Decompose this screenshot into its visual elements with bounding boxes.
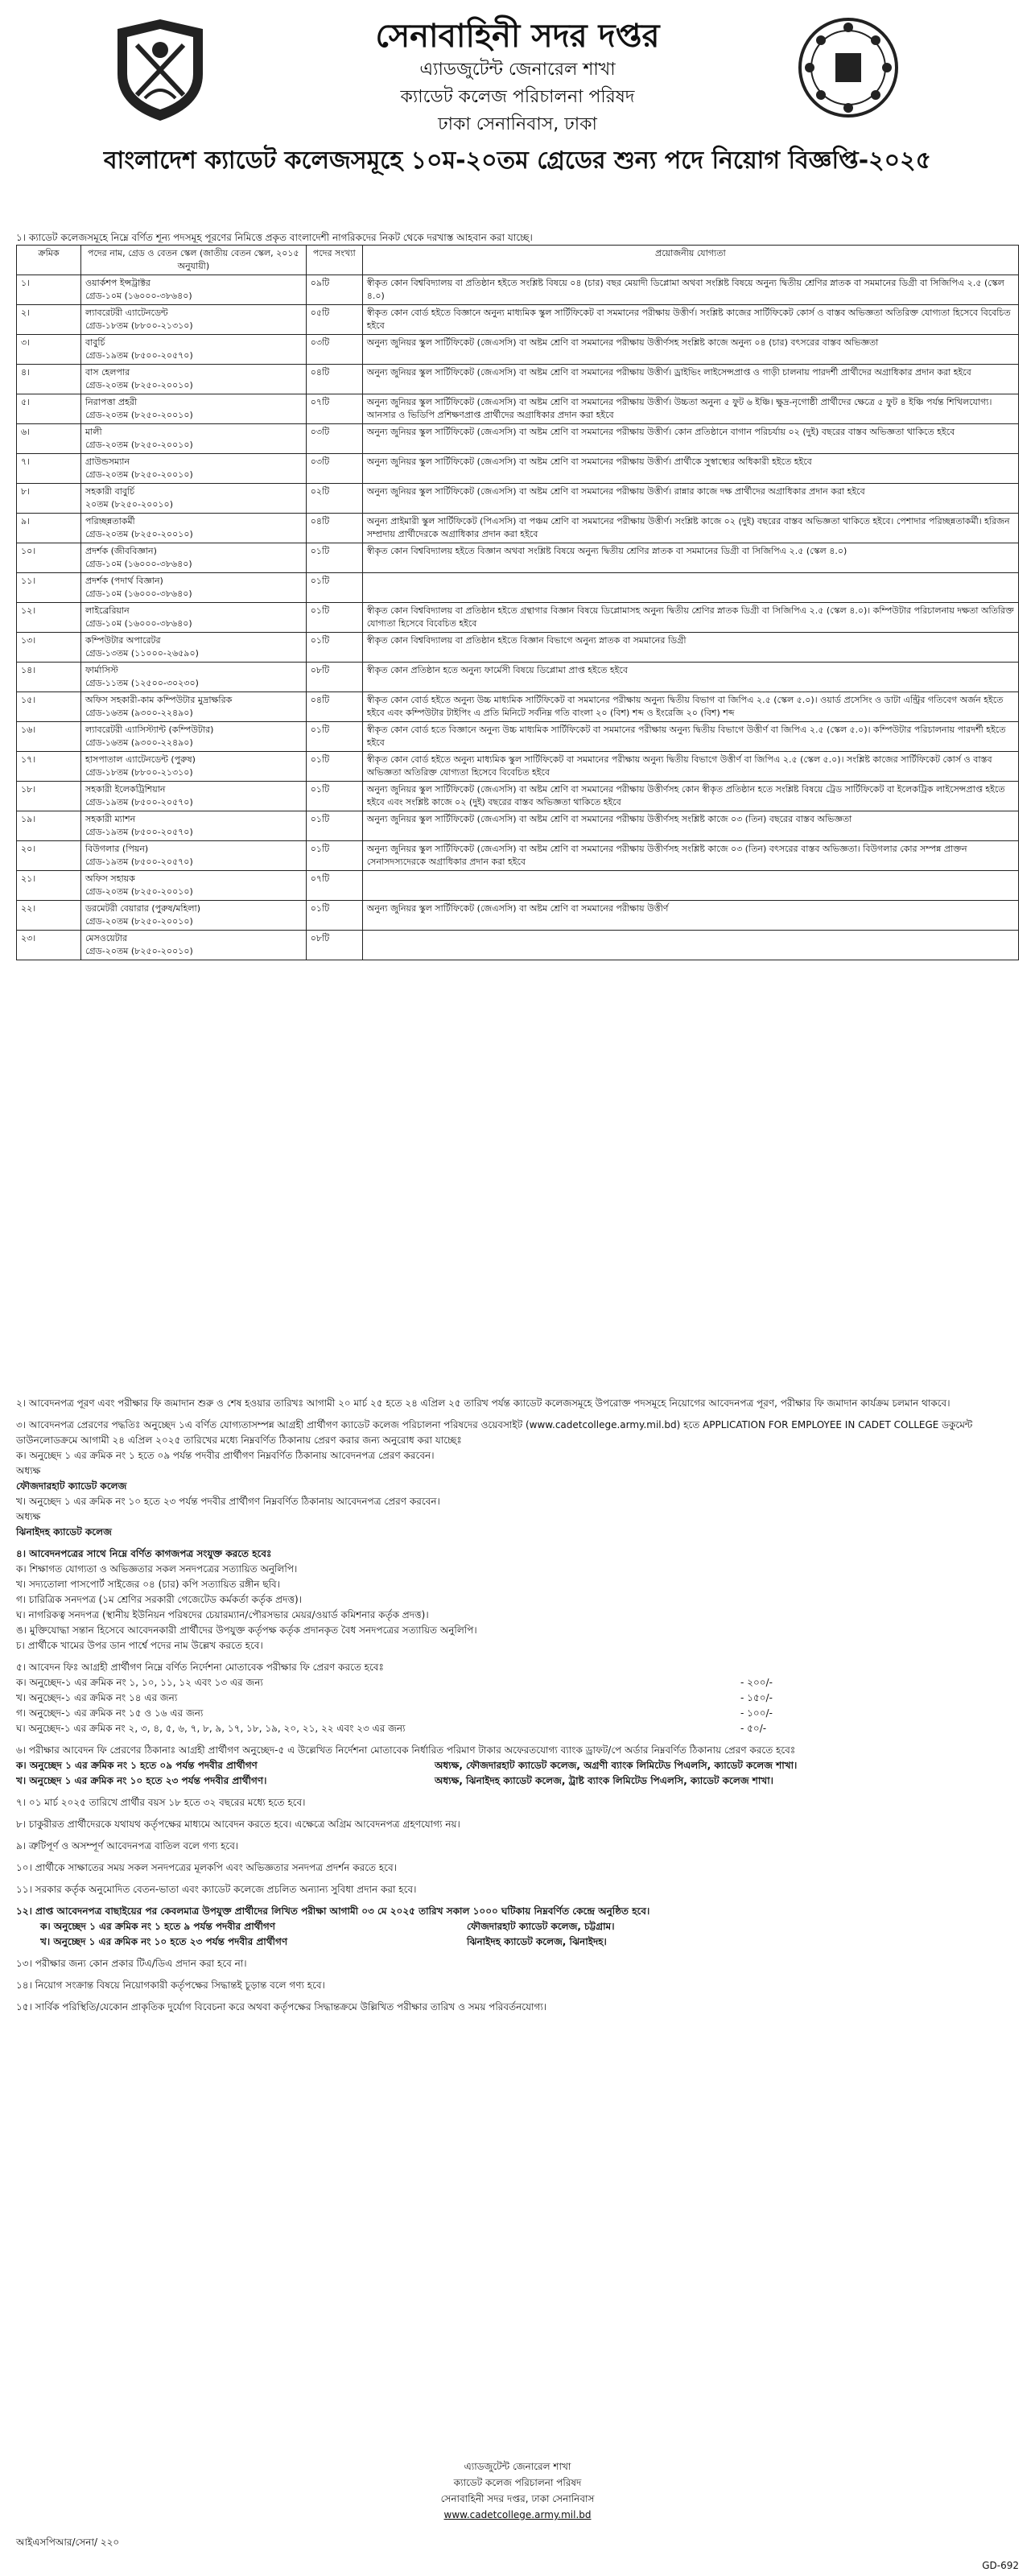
- row-qualification: অনুন্য জুনিয়র স্কুল সার্টিফিকেট (জেএসসি) বা অষ্টম শ্রেণি বা সমমানের পরীক্ষায় উত্তীর্ণসহ সংশ্লিষ্ট কাজে অনুন্য ০৪ (চার) বৎসরের বাস্তব অভিজ্ঞতা: [362, 335, 1018, 365]
- post-name: বাবুর্চি: [85, 337, 105, 348]
- post-name: সহকারী বাবুর্চি: [85, 486, 135, 497]
- row-qualification: অনুন্য জুনিয়র স্কুল সার্টিফিকেট (জেএসসি) বা অষ্টম শ্রেণি বা সমমানের পরীক্ষায় উত্তীর্ণ। প্রার্থীকে সুস্বাস্থ্যের অধিকারী হইতে হইবে: [362, 454, 1018, 484]
- signature-line2: ক্যাডেট কলেজ পরিচালনা পরিষদ: [453, 2477, 582, 2488]
- row-post: [80, 365, 306, 394]
- post-grade: গ্রেড-১৮তম (৮৮০০-২১৩১০): [85, 767, 193, 778]
- row-count: ০১টি: [306, 543, 362, 573]
- row-serial: ৮।: [17, 484, 81, 514]
- fee-label: খ। অনুচ্ছেদ-১ এর ক্রমিক নং ১৪ এর জন্য: [16, 1692, 178, 1703]
- post-name: ফার্মাসিস্ট: [85, 665, 118, 675]
- table-row: [17, 394, 1019, 424]
- post-name: প্রদর্শক (জীববিজ্ঞান): [85, 546, 157, 556]
- row-post: [80, 633, 306, 663]
- table-row: [17, 424, 1019, 454]
- row-post: [80, 603, 306, 633]
- row-serial: ১৯।: [17, 811, 81, 841]
- fee-row: [16, 1706, 1019, 1721]
- row-serial: ২।: [17, 305, 81, 335]
- row-count: ০৭টি: [306, 871, 362, 901]
- location: ঢাকা সেনানিবাস, ঢাকা: [438, 114, 597, 134]
- row-post: [80, 663, 306, 692]
- section-3a-to: অধ্যক্ষ: [16, 1465, 41, 1476]
- fee-address-label: খ। অনুচ্ছেদ ১ এর ক্রমিক নং ১০ হতে ২৩ পর্যন্ত পদবীর প্রার্থীগণ।: [16, 1775, 267, 1786]
- row-qualification: স্বীকৃত কোন বিশ্ববিদ্যালয় বা প্রতিষ্ঠান হইতে গ্রন্থাগার বিজ্ঞান বিষয়ে ডিপ্লোমাসহ অনুন্য দ্বিতীয় শ্রেণির স্নাতক ডিগ্রী বা সিজিপিএ ২.৫ (স্কেল ৪.০)। কম্পিউটার পরিচালনায় দক্ষতা অতিরিক্ত যোগ্যতা হিসেবে বিবেচিত হইবে: [362, 603, 1018, 633]
- post-grade: গ্রেড-১৯তম (৮৫০০-২০৫৭০): [85, 350, 193, 361]
- row-qualification: অনুন্য জুনিয়র স্কুল সার্টিফিকেট (জেএসসি) বা অষ্টম শ্রেণি বা সমমানের পরীক্ষায় উত্তীর্ণ। উচ্চতা অনুন্য ৫ ফুট ৬ ইঞ্চি। ক্ষুদ্র-নৃগোষ্ঠী প্রার্থীদের ক্ষেত্রে ৫ ফুট ৪ ইঞ্চি পর্যন্ত শিথিলযোগ্য। আনসার ও ভিডিপি প্রশিক্ষণপ্রাপ্ত প্রার্থীদের অগ্রাধিকার প্রদান করা হইবে: [362, 394, 1018, 424]
- list-item: চ। প্রার্থীকে খামের উপর ডান পার্শ্বে পদের নাম উল্লেখ করতে হবে।: [16, 1640, 263, 1651]
- table-row: [17, 365, 1019, 394]
- fee-address-row: [16, 1773, 1019, 1789]
- row-serial: ৯।: [17, 514, 81, 543]
- table-row: [17, 722, 1019, 752]
- table-row: [17, 871, 1019, 901]
- post-grade: গ্রেড-১৩তম (১১০০০-২৬৫৯০): [85, 648, 199, 658]
- row-qualification: স্বীকৃত কোন বোর্ড হইতে অনুন্য মাধ্যমিক স্কুল সার্টিফিকেট বা সমমানের পরীক্ষায় অনুন্য দ্বিতীয় বিভাগে উত্তীর্ণ বা জিপিএ ২.৫ (স্কেল ৫.০)। সংশ্লিষ্ট কাজের সার্টিফিকেট কোর্স ও বাস্তব অভিজ্ঞতা অতিরিক্ত যোগ্যতা হিসেবে বিবেচিত হইবে: [362, 752, 1018, 782]
- row-qualification: স্বীকৃত কোন বিশ্ববিদ্যালয় বা প্রতিষ্ঠান হইতে বিজ্ঞান বিভাগে অনুন্য স্নাতক বা সমমানের ডিগ্রী: [362, 633, 1018, 663]
- post-name: ল্যাবরেটরী এ্যাসিস্ট্যান্ট (কম্পিউটার): [85, 724, 214, 735]
- row-count: ০৫টি: [306, 305, 362, 335]
- section-3b-to: অধ্যক্ষ: [16, 1511, 41, 1522]
- section-8: ৮। চাকুরীরত প্রার্থীদেরকে যথাযথ কর্তৃপক্ষের মাধ্যমে আবেদন করতে হবে। এক্ষেত্রে অগ্রিম আবেদনপত্র গ্রহণযোগ্য নয়।: [16, 1818, 460, 1830]
- row-qualification: [362, 871, 1018, 901]
- list-item: খ। সদ্যতোলা পাসপোর্ট সাইজের ০৪ (চার) কপি সত্যায়িত রঙ্গীন ছবি।: [16, 1579, 280, 1590]
- table-row: [17, 782, 1019, 811]
- row-qualification: অনুন্য জুনিয়র স্কুল সার্টিফিকেট (জেএসসি) বা অষ্টম শ্রেণি বা সমমানের পরীক্ষায় উত্তীর্ণ। ড্রাইভিং লাইসেন্সপ্রাপ্ত ও গাড়ী চালনায় পারদর্শী প্রার্থীদের অগ্রাধিকার প্রদান করা হইবে: [362, 365, 1018, 394]
- fee-label: গ। অনুচ্ছেদ-১ এর ক্রমিক নং ১৫ ও ১৬ এর জন্য: [16, 1707, 204, 1719]
- fee-address-to: অধ্যক্ষ, ঝিনাইদহ ক্যাডেট কলেজ, ট্রাষ্ট ব্যাংক লিমিটেড পিএলসি, ক্যাডেট কলেজ শাখা।: [435, 1775, 773, 1786]
- section-3b-college: ঝিনাইদহ ক্যাডেট কলেজ: [16, 1526, 112, 1538]
- post-grade: গ্রেড-১৬তম (৯৩০০-২২৪৯০): [85, 708, 193, 718]
- table-row: [17, 811, 1019, 841]
- section-3a-college: ফৌজদারহাট ক্যাডেট কলেজ: [16, 1480, 127, 1492]
- row-serial: ১৩।: [17, 633, 81, 663]
- row-serial: ১৭।: [17, 752, 81, 782]
- post-name: ডরমেটরী বেয়ারার (পুরুষ/মহিলা): [85, 903, 201, 914]
- row-qualification: অনুন্য জুনিয়র স্কুল সার্টিফিকেট (জেএসসি) বা অষ্টম শ্রেণি বা সমমানের পরীক্ষায় উত্তীর্ণ: [362, 901, 1018, 931]
- post-name: পরিচ্ছন্নতাকর্মী: [85, 516, 135, 526]
- exam-center-to: ফৌজদারহাট ক্যাডেট কলেজ, চট্টগ্রাম।: [467, 1921, 615, 1932]
- row-qualification: [362, 931, 1018, 960]
- row-serial: ২০।: [17, 841, 81, 871]
- document-header: [0, 16, 1035, 180]
- row-count: ০১টি: [306, 901, 362, 931]
- intro-paragraph: ১। ক্যাডেট কলেজসমূহে নিম্নে বর্ণিত শূন্য পদসমূহ পূরণের নিমিত্তে প্রকৃত বাংলাদেশী নাগরিকদের নিকট থেকে দরখাস্ত আহবান করা যাচ্ছে।: [16, 232, 533, 243]
- post-name: প্রদর্শক (পদার্থ বিজ্ঞান): [85, 576, 163, 586]
- row-post: [80, 394, 306, 424]
- fee-amount: - ১৫০/-: [740, 1692, 773, 1703]
- fee-address-row: [16, 1758, 1019, 1773]
- row-post: [80, 752, 306, 782]
- table-row: [17, 603, 1019, 633]
- row-qualification: অনুন্য প্রাইমারী স্কুল সার্টিফিকেট (পিএসসি) বা পঞ্চম শ্রেণি বা সমমানের পরীক্ষায় উত্তীর্ণ। সংশ্লিষ্ট কাজে ০২ (দুই) বছরের বাস্তব অভিজ্ঞতা থাকিতে হইবে। পেশাদার পরিচ্ছন্নতাকর্মী। হরিজন সম্প্রদায় প্রার্থীদেরকে অগ্রাধিকার প্রদান করা হইবে: [362, 514, 1018, 543]
- post-name: নিরাপত্তা প্রহরী: [85, 397, 138, 407]
- section-2: ২। আবেদনপত্র পূরণ এবং পরীক্ষার ফি জমাদান শুরু ও শেষ হওয়ার তারিখঃ আগামী ২০ মার্চ ২৫ হতে ২৪ এপ্রিল ২৫ তারিখ পর্যন্ত ক্যাডেট কলেজসমূহে উপরোক্ত পদসমূহে নিয়োগের আবেদনপত্র পূরণ, পরীক্ষার ফি জমাদান কার্যক্রম চলমান থাকবে।: [16, 1397, 950, 1409]
- row-qualification: স্বীকৃত কোন বিশ্ববিদ্যালয় বা প্রতিষ্ঠান হইতে সংশ্লিষ্ট বিষয়ে ০৪ (চার) বছর মেয়াদী ডিপ্লোমা অথবা সংশ্লিষ্ট বিষয়ে অনুন্য দ্বিতীয় শ্রেণির স্নাতক বা সমমানের ডিগ্রী বা সিজিপিএ ২.৫ (স্কেল ৪.০): [362, 275, 1018, 305]
- row-post: [80, 931, 306, 960]
- table-row: [17, 305, 1019, 335]
- row-count: ০৮টি: [306, 663, 362, 692]
- fee-row: [16, 1690, 1019, 1706]
- branch-name: এ্যাডজুটেন্ট জেনারেল শাখা: [419, 60, 616, 80]
- fee-label: ঘ। অনুচ্ছেদ-১ এর ক্রমিক নং ২, ৩, ৪, ৫, ৬, ৭, ৮, ৯, ১৭, ১৮, ১৯, ২০, ২১, ২২ এবং ২৩ এর জন্য: [16, 1723, 406, 1734]
- post-name: বিউগলার (পিয়ন): [85, 844, 149, 854]
- section-11: ১১। সরকার কর্তৃক অনুমোদিত বেতন-ভাতা এবং ক্যাডেট কলেজে প্রচলিত অন্যান্য সুবিধা প্রদান করা হবে।: [16, 1884, 417, 1895]
- row-qualification: অনুন্য জুনিয়র স্কুল সার্টিফিকেট (জেএসসি) বা অষ্টম শ্রেণি বা সমমানের পরীক্ষায় উত্তীর্ণসহ সংশ্লিষ্ট কাজে ০৩ (তিন) বছরের বাস্তব অভিজ্ঞতা: [362, 811, 1018, 841]
- post-grade: গ্রেড-২০তম (৮২৫০-২০০১০): [85, 916, 193, 927]
- section-3a: ক। অনুচ্ছেদ ১ এর ক্রমিক নং ১ হতে ০৯ পর্যন্ত পদবীর প্রার্থীগণ নিম্নবর্ণিত ঠিকানায় আবেদনপত্র প্রেরণ করবেন।: [16, 1450, 435, 1461]
- row-post: [80, 722, 306, 752]
- row-serial: ১৪।: [17, 663, 81, 692]
- row-serial: ২১।: [17, 871, 81, 901]
- post-name: ল্যাবরেটরী এ্যাটেনডেন্ট: [85, 308, 168, 318]
- section-10: ১০। প্রার্থীকে সাক্ষাতের সময় সকল সনদপত্রের মূলকপি এবং অভিজ্ঞতার সনদপত্র প্রদর্শন করতে হবে।: [16, 1862, 397, 1873]
- post-name: গ্রাউন্ডসম্যান: [85, 456, 130, 467]
- row-serial: ৪।: [17, 365, 81, 394]
- table-row: [17, 275, 1019, 305]
- row-post: [80, 514, 306, 543]
- post-grade: গ্রেড-১৮তম (৮৮০০-২১৩১০): [85, 320, 193, 331]
- row-qualification: অনুন্য জুনিয়র স্কুল সার্টিফিকেট (জেএসসি) বা অষ্টম শ্রেণি বা সমমানের পরীক্ষায় উত্তীর্ণ। কোন প্রতিষ্ঠানে বাগান পরিচর্যায় ০২ (দুই) বছরের বাস্তব অভিজ্ঞতা থাকিতে হইবে: [362, 424, 1018, 454]
- row-count: ০১টি: [306, 782, 362, 811]
- row-post: [80, 305, 306, 335]
- post-grade: গ্রেড-১৬তম (৯৩০০-২২৪৯০): [85, 737, 193, 748]
- row-count: ০১টি: [306, 633, 362, 663]
- row-count: ০৩টি: [306, 424, 362, 454]
- section-4: ৪। আবেদনপত্রের সাথে নিম্নে বর্ণিত কাগজপত্র সংযুক্ত করতে হবেঃ: [16, 1548, 272, 1559]
- section-14: ১৪। নিয়োগ সংক্রান্ত বিষয়ে নিয়োগকারী কর্তৃপক্ষের সিদ্ধান্তই চূড়ান্ত বলে গণ্য হবে।: [16, 1979, 325, 1991]
- row-count: ০৪টি: [306, 514, 362, 543]
- section-15: ১৫। সার্বিক পরিস্থিতি/যেকোন প্রাকৃতিক দুর্যোগ বিবেচনা করে অথবা কর্তৃপক্ষের সিদ্ধান্তক্রমে উল্লিখিত পরীক্ষার তারিখ ও সময় পরিবর্তনযোগ্য।: [16, 2001, 547, 2013]
- signature-line1: এ্যাডজুটেন্ট জেনারেল শাখা: [464, 2461, 571, 2472]
- row-count: ০৭টি: [306, 394, 362, 424]
- post-name: বাস হেলপার: [85, 367, 130, 378]
- row-count: ০১টি: [306, 811, 362, 841]
- row-count: ০১টি: [306, 752, 362, 782]
- exam-center-label: ক। অনুচ্ছেদ ১ এর ক্রমিক নং ১ হতে ৯ পর্যন্ত পদবীর প্রার্থীগণ: [40, 1921, 276, 1932]
- post-grade: গ্রেড-১০ম (১৬০০০-৩৮৬৪০): [85, 291, 192, 301]
- table-row: [17, 543, 1019, 573]
- section-9: ৯। ত্রুটিপূর্ণ ও অসম্পূর্ণ আবেদনপত্র বাতিল বলে গণ্য হবে।: [16, 1840, 239, 1852]
- fee-amount: - ১০০/-: [740, 1707, 773, 1719]
- table-row: [17, 752, 1019, 782]
- list-item: ক। শিক্ষাগত যোগ্যতা ও অভিজ্ঞতার সকল সনদপত্রের সত্যায়িত অনুলিপি।: [16, 1563, 298, 1575]
- gd-number: GD-692: [982, 2560, 1019, 2571]
- section-12: ১২। প্রাপ্ত আবেদনপত্র বাছাইয়ের পর কেবলমাত্র উপযুক্ত প্রার্থীদের লিখিত পরীক্ষা আগামী ০৩ মে ২০২৫ তারিখ সকাল ১০০০ ঘটিকায় নিম্নবর্ণিত কেন্দ্রে অনুষ্ঠিত হবে।: [16, 1905, 650, 1917]
- row-count: ০১টি: [306, 573, 362, 603]
- row-serial: ১১।: [17, 573, 81, 603]
- notice-title: বাংলাদেশ ক্যাডেট কলেজসমূহে ১০ম-২০তম গ্রেডের শুন্য পদে নিয়োগ বিজ্ঞপ্তি-২০২৫: [103, 147, 932, 175]
- row-post: [80, 871, 306, 901]
- website-link[interactable]: www.cadetcollege.army.mil.bd: [443, 2509, 592, 2520]
- post-name: অফিস সহকারী-কাম কম্পিউটার মুদ্রাক্ষরিক: [85, 695, 233, 705]
- row-count: ০৪টি: [306, 692, 362, 722]
- row-post: [80, 811, 306, 841]
- row-serial: ৩।: [17, 335, 81, 365]
- fee-label: ক। অনুচ্ছেদ-১ এর ক্রমিক নং ১, ১০, ১১, ১২ এবং ১৩ এর জন্য: [16, 1677, 263, 1688]
- row-qualification: [362, 573, 1018, 603]
- post-grade: গ্রেড-২০তম (৮২৫০-২০০১০): [85, 946, 193, 956]
- row-count: ০১টি: [306, 603, 362, 633]
- table-row: [17, 901, 1019, 931]
- row-count: ০১টি: [306, 722, 362, 752]
- post-grade: গ্রেড-১৯তম (৮৫০০-২০৫৭০): [85, 827, 193, 837]
- notice-sections: [16, 1396, 1019, 2015]
- post-name: লাইব্রেরিয়ান: [85, 605, 130, 616]
- post-grade: গ্রেড-২০তম (৮২৫০-২০০১০): [85, 440, 193, 450]
- row-post: [80, 573, 306, 603]
- table-row: [17, 633, 1019, 663]
- vacancy-table: [16, 245, 1019, 960]
- row-serial: ১২।: [17, 603, 81, 633]
- signature-line3: সেনাবাহিনী সদর দপ্তর, ঢাকা সেনানিবাস: [440, 2493, 595, 2504]
- row-post: [80, 543, 306, 573]
- row-qualification: অনুন্য জুনিয়র স্কুল সার্টিফিকেট (জেএসসি) বা অষ্টম শ্রেণি বা সমমানের পরীক্ষায় উত্তীর্ণসহ সংশ্লিষ্ট কাজে ০৩ (তিন) বৎসরের বাস্তব অভিজ্ঞতা। বিউগলার কোর সম্পন্ন প্রাক্তন সেনাসদস্যদেরকে অগ্রাধিকার প্রদান করা হইবে: [362, 841, 1018, 871]
- row-count: ০২টি: [306, 484, 362, 514]
- fee-address-label: ক। অনুচ্ছেদ ১ এর ক্রমিক নং ১ হতে ০৯ পর্যন্ত পদবীর প্রার্থীগণ: [16, 1760, 258, 1771]
- post-grade: ২০তম (৮২৫০-২০০১০): [85, 499, 173, 510]
- table-row: [17, 335, 1019, 365]
- post-grade: গ্রেড-১০ম (১৬০০০-৩৮৬৪০): [85, 618, 192, 629]
- signature-block: [0, 2458, 1035, 2523]
- table-row: [17, 841, 1019, 871]
- row-qualification: স্বীকৃত কোন প্রতিষ্ঠান হতে অনুন্য ফার্মেসী বিষয়ে ডিপ্লোমা প্রাপ্ত হইতে হইবে: [362, 663, 1018, 692]
- row-serial: ১০।: [17, 543, 81, 573]
- row-qualification: স্বীকৃত কোন বোর্ড হইতে অনুন্য উচ্চ মাধ্যমিক সার্টিফিকেট বা সমমানের পরীক্ষায় অনুন্য দ্বিতীয় বিভাগ বা জিপিএ ২.৫ (স্কেল ৫.০)। ওয়ার্ড প্রসেসিং ও ডাটা এন্ট্রির গতিবেগ অর্জন হইতে হইবে এবং কম্পিউটার টাইপিং এ প্রতি মিনিটে সর্বনিম্ন গতি বাংলা ২০ (বিশ) শব্দ ও ইংরেজি ২০ (বিশ) শব্দ: [362, 692, 1018, 722]
- list-item: ঘ। নাগরিকত্ব সনদপত্র (স্থানীয় ইউনিয়ন পরিষদের চেয়ারম্যান/পৌরসভার মেয়র/ওয়ার্ড কমিশনার কর্তৃক প্রদত্ত)।: [16, 1609, 429, 1620]
- row-qualification: স্বীকৃত কোন বোর্ড হইতে বিজ্ঞানে অনুন্য মাধ্যমিক স্কুল সার্টিফিকেট বা সমমানের পরীক্ষায় উত্তীর্ণ। সংশ্লিষ্ট কাজের সার্টিফিকেট কোর্স ও বাস্তব অভিজ্ঞতা অতিরিক্ত যোগ্যতা হিসেবে বিবেচিত হইবে: [362, 305, 1018, 335]
- exam-center-row: [16, 1934, 1019, 1950]
- post-grade: গ্রেড-২০তম (৮২৫০-২০০১০): [85, 886, 193, 897]
- fee-row: [16, 1675, 1019, 1690]
- exam-center-label: খ। অনুচ্ছেদ ১ এর ক্রমিক নং ১০ হতে ২৩ পর্যন্ত পদবীর প্রার্থীগণ: [40, 1936, 288, 1947]
- list-item: ঙ। মুক্তিযোদ্ধা সন্তান হিসেবে আবেদনকারী প্রার্থীদের উপযুক্ত কর্তৃপক্ষ কর্তৃক প্রদানকৃত বৈধ সনদপত্রের সত্যায়িত অনুলিপি।: [16, 1624, 477, 1636]
- board-name: ক্যাডেট কলেজ পরিচালনা পরিষদ: [400, 87, 635, 107]
- post-name: মেসওয়েটার: [85, 933, 128, 943]
- post-grade: গ্রেড-২০তম (৮২৫০-২০০১০): [85, 410, 193, 420]
- post-grade: গ্রেড-২০তম (৮২৫০-২০০১০): [85, 469, 193, 480]
- org-name: সেনাবাহিনী সদর দপ্তর: [375, 18, 660, 55]
- row-serial: ২২।: [17, 901, 81, 931]
- section-3b: খ। অনুচ্ছেদ ১ এর ক্রমিক নং ১০ হতে ২৩ পর্যন্ত পদবীর প্রার্থীগণ নিম্নবর্ণিত ঠিকানায় আবেদনপত্র প্রেরণ করবেন।: [16, 1496, 440, 1507]
- section-5: ৫। আবেদন ফিঃ আগ্রহী প্রার্থীগণ নিম্নে বর্ণিত নির্দেশনা মোতাবেক পরীক্ষার ফি প্রেরণ করতে হবেঃ: [16, 1662, 384, 1673]
- row-count: ০৮টি: [306, 931, 362, 960]
- table-row: [17, 573, 1019, 603]
- section-3: ৩। আবেদনপত্র প্রেরণের পদ্ধতিঃ অনুচ্ছেদ ১এ বর্ণিত যোগ্যতাসম্পন্ন আগ্রহী প্রার্থীগণ ক্যাডেট কলেজ পরিচালনা পরিষদের ওয়েবসাইট (www.cadetcollege.army.mil.bd) হতে APPLICATION FOR EMPLOYEE IN CADET COLLEGE ডকুমেন্ট ডাউনলোডক্রমে আগামী ২৪ এপ্রিল ২০২৫ তারিখের মধ্যে নিম্নবর্ণিত ঠিকানায় প্রেরণ করার জন্য অনুরোধ করা যাচ্ছেঃ: [16, 1419, 973, 1446]
- row-post: [80, 841, 306, 871]
- table-row: [17, 454, 1019, 484]
- row-post: [80, 454, 306, 484]
- row-serial: ১৮।: [17, 782, 81, 811]
- section-7: ৭। ০১ মার্চ ২০২৫ তারিখে প্রার্থীর বয়স ১৮ হতে ৩২ বছরের মধ্যে হতে হবে।: [16, 1797, 306, 1808]
- row-post: [80, 692, 306, 722]
- table-row: [17, 931, 1019, 960]
- col-header-qual: প্রয়োজনীয় যোগ্যতা: [362, 246, 1018, 275]
- row-post: [80, 424, 306, 454]
- row-qualification: অনুন্য জুনিয়র স্কুল সার্টিফিকেট (জেএসসি) বা অষ্টম শ্রেণি বা সমমানের পরীক্ষায় উত্তীর্ণ। রান্নার কাজে দক্ষ প্রার্থীদের অগ্রাধিকার প্রদান করা হইবে: [362, 484, 1018, 514]
- post-name: হাসপাতাল এ্যাটেনডেন্ট (পুরুষ): [85, 754, 196, 765]
- exam-center-row: [16, 1919, 1019, 1934]
- row-post: [80, 275, 306, 305]
- row-qualification: স্বীকৃত কোন বোর্ড হতে বিজ্ঞানে অনুন্য উচ্চ মাধ্যমিক সার্টিফিকেট বা সমমানের পরীক্ষায় অনুন্য দ্বিতীয় বিভাগে উত্তীর্ণ বা জিপিএ ২.৫ (স্কেল ৫.০)। কম্পিউটার পরিচালনায় পারদর্শী হইতে হইবে: [362, 722, 1018, 752]
- row-count: ০৪টি: [306, 365, 362, 394]
- col-header-post: পদের নাম, গ্রেড ও বেতন স্কেল (জাতীয় বেতন স্কেল, ২০১৫ অনুযায়ী): [80, 246, 306, 275]
- fee-amount: - ২০০/-: [740, 1677, 773, 1688]
- post-grade: গ্রেড-১০ম (১৬০০০-৩৮৬৪০): [85, 559, 192, 569]
- row-count: ০১টি: [306, 841, 362, 871]
- post-name: সহকারী ম্যাশন: [85, 814, 136, 824]
- row-count: ০৩টি: [306, 454, 362, 484]
- post-grade: গ্রেড-১১তম (১২৫০০-৩০২৩০): [85, 678, 199, 688]
- section-13: ১৩। পরীক্ষার জন্য কোন প্রকার টিএ/ডিএ প্রদান করা হবে না।: [16, 1958, 247, 1969]
- post-name: ওয়ার্কশপ ইন্সট্রাক্টর: [85, 278, 151, 288]
- post-grade: গ্রেড-২০তম (৮২৫০-২০০১০): [85, 380, 193, 390]
- row-qualification: স্বীকৃত কোন বিশ্ববিদ্যালয় হইতে বিজ্ঞান অথবা সংশ্লিষ্ট বিষয়ে অনুন্য দ্বিতীয় শ্রেণির স্নাতক বা সমমানের ডিগ্রী বা সিজিপিএ ২.৫ (স্কেল ৪.০): [362, 543, 1018, 573]
- row-serial: ৭।: [17, 454, 81, 484]
- row-post: [80, 335, 306, 365]
- list-item: গ। চারিত্রিক সনদপত্র (১ম শ্রেণির সরকারী গেজেটেড কর্মকর্তা কর্তৃক প্রদত্ত)।: [16, 1594, 302, 1605]
- col-header-count: পদের সংখ্যা: [306, 246, 362, 275]
- row-qualification: অনুন্য জুনিয়র স্কুল সার্টিফিকেট (জেএসসি) বা অষ্টম শ্রেণি বা সমমানের পরীক্ষায় উত্তীর্ণসহ কোন স্বীকৃত প্রতিষ্ঠান হতে সংশ্লিষ্ট বিষয়ে ট্রেড সার্টিফিকেট বা ইলেকট্রিক লাইসেন্সপ্রাপ্ত হইতে হইবে এবং সংশ্লিষ্ট কাজে ০২ (দুই) বছরের বাস্তব অভিজ্ঞতা থাকিতে হইবে: [362, 782, 1018, 811]
- row-serial: ১৬।: [17, 722, 81, 752]
- table-row: [17, 692, 1019, 722]
- post-grade: গ্রেড-২০তম (৮২৫০-২০০১০): [85, 529, 193, 539]
- row-post: [80, 484, 306, 514]
- row-serial: ৫।: [17, 394, 81, 424]
- fee-amount: - ৫০/-: [740, 1723, 767, 1734]
- fee-address-to: অধ্যক্ষ, ফৌজদারহাট ক্যাডেট কলেজ, অগ্রণী ব্যাংক লিমিটেড পিএলসি, ক্যাডেট কলেজ শাখা।: [435, 1760, 798, 1771]
- row-post: [80, 901, 306, 931]
- post-grade: গ্রেড-১০ম (১৬০০০-৩৮৬৪০): [85, 588, 192, 599]
- section-6: ৬। পরীক্ষার আবেদন ফি প্রেরণের ঠিকানাঃ আগ্রহী প্রার্থীগণ অনুচ্ছেদ-৫ এ উল্লেখিত নির্দেশনা মোতাবেক নির্ধারিত পরিমাণ টাকার অফেরতযোগ্য ব্যাংক ড্রাফট/পে অর্ডার নিম্নবর্ণিত ঠিকানায় প্রেরণ করতে হবেঃ: [16, 1744, 796, 1756]
- table-row: [17, 663, 1019, 692]
- exam-center-to: ঝিনাইদহ ক্যাডেট কলেজ, ঝিনাইদহ।: [467, 1936, 607, 1947]
- row-serial: ২৩।: [17, 931, 81, 960]
- row-count: ০৩টি: [306, 335, 362, 365]
- post-name: মালী: [85, 427, 102, 437]
- row-post: [80, 782, 306, 811]
- table-row: [17, 514, 1019, 543]
- row-serial: ১৫।: [17, 692, 81, 722]
- ispr-reference: আইএসপিআর/সেনা/ ২২০: [16, 2537, 120, 2548]
- fee-row: [16, 1721, 1019, 1736]
- row-serial: ৬।: [17, 424, 81, 454]
- row-count: ০৯টি: [306, 275, 362, 305]
- post-grade: গ্রেড-১৯তম (৮৫০০-২০৫৭০): [85, 857, 193, 867]
- col-header-sl: ক্রমিক: [17, 246, 81, 275]
- post-name: কম্পিউটার অপারেটর: [85, 635, 161, 646]
- table-row: [17, 484, 1019, 514]
- row-serial: ১।: [17, 275, 81, 305]
- post-name: অফিস সহায়ক: [85, 873, 135, 884]
- post-grade: গ্রেড-১৯তম (৮৫০০-২০৫৭০): [85, 797, 193, 807]
- post-name: সহকারী ইলেকট্রিশিয়ান: [85, 784, 166, 795]
